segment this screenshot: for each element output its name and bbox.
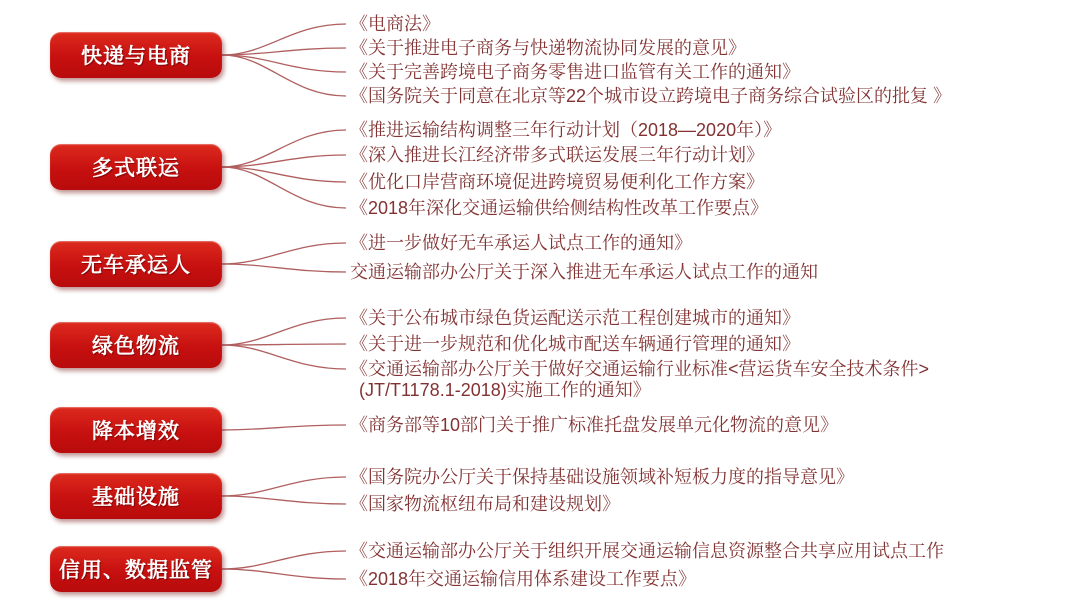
- connector-line: [222, 318, 346, 345]
- policy-item: [350, 12, 440, 36]
- connector-line: [222, 496, 346, 504]
- connector-line: [222, 477, 346, 496]
- policy-item: [350, 118, 781, 142]
- category-box-6: [50, 473, 222, 519]
- policy-item: [350, 359, 929, 401]
- category-label: 降本增效: [92, 420, 180, 443]
- category-box-5: [50, 407, 222, 453]
- connector-line: [222, 425, 346, 430]
- policy-item: [350, 231, 692, 255]
- connector-line: [222, 167, 346, 208]
- connector-line: [222, 264, 346, 272]
- category-label: 绿色物流: [92, 335, 180, 358]
- category-box-2: [50, 144, 222, 190]
- policy-item-line: 《2018年交通运输信用体系建设工作要点》: [350, 569, 697, 589]
- category-label: 基础设施: [92, 486, 180, 509]
- connector-line: [222, 344, 346, 345]
- connector-line: [222, 551, 346, 569]
- connector-line: [222, 345, 346, 369]
- category-label: 多式联运: [92, 157, 180, 180]
- policy-item: [350, 36, 746, 60]
- policy-item-line: 《交通运输部办公厅关于做好交通运输行业标准<营运货车安全技术条件>: [350, 359, 930, 379]
- policy-item-line: 《国务院关于同意在北京等22个城市设立跨境电子商务综合试验区的批复 》: [350, 86, 952, 106]
- policy-item-line: 《关于公布城市绿色货运配送示范工程创建城市的通知》: [350, 308, 800, 328]
- policy-item-line: 《优化口岸营商环境促进跨境贸易便利化工作方案》: [350, 172, 764, 192]
- connector-line: [222, 48, 346, 55]
- connector-line: [222, 55, 346, 96]
- policy-item-line: (JT/T1178.1-2018)实施工作的通知》: [359, 380, 651, 400]
- policy-item-line: 交通运输部办公厅关于深入推进无车承运人试点工作的通知: [350, 262, 818, 282]
- category-label: 无车承运人: [81, 254, 191, 277]
- category-box-7: [50, 546, 222, 592]
- policy-item-line: 《关于推进电子商务与快递物流协同发展的意见》: [350, 38, 746, 58]
- connector-line: [222, 569, 346, 579]
- policy-item-line: 《商务部等10部门关于推广标准托盘发展单元化物流的意见》: [350, 415, 839, 435]
- policy-item-line: 《国务院办公厅关于保持基础设施领域补短板力度的指导意见》: [350, 467, 854, 487]
- policy-item: [350, 260, 818, 284]
- policy-item: [350, 465, 854, 489]
- policy-item: [350, 196, 768, 220]
- policy-item: [350, 413, 838, 437]
- policy-item: [350, 332, 800, 356]
- policy-item-line: 《深入推进长江经济带多式联运发展三年行动计划》: [350, 145, 764, 165]
- policy-item-line: 《推进运输结构调整三年行动计划（2018—2020年）》: [350, 120, 782, 140]
- policy-item-line: 《2018年深化交通运输供给侧结构性改革工作要点》: [350, 198, 769, 218]
- category-box-1: [50, 32, 222, 78]
- connector-line: [222, 130, 346, 167]
- policy-item-line: 《关于进一步规范和优化城市配送车辆通行管理的通知》: [350, 334, 800, 354]
- policy-item: [350, 539, 944, 563]
- policy-item: [350, 567, 696, 591]
- policy-item: [350, 492, 620, 516]
- category-label: 信用、数据监管: [59, 559, 213, 582]
- connector-line: [222, 155, 346, 167]
- category-box-3: [50, 241, 222, 287]
- policy-item: [350, 84, 951, 108]
- policy-item-line: 《关于完善跨境电子商务零售进口监管有关工作的通知》: [350, 62, 800, 82]
- connector-line: [222, 24, 346, 55]
- policy-item-line: 《国家物流枢纽布局和建设规划》: [350, 494, 620, 514]
- policy-item: [350, 143, 764, 167]
- policy-item: [350, 170, 764, 194]
- policy-item: [350, 306, 800, 330]
- policy-item-line: 《电商法》: [350, 14, 440, 34]
- connector-line: [222, 243, 346, 264]
- connector-line: [222, 55, 346, 72]
- policy-item: [350, 60, 800, 84]
- connector-line: [222, 167, 346, 182]
- policy-item-line: 《进一步做好无车承运人试点工作的通知》: [350, 233, 692, 253]
- policy-item-line: 《交通运输部办公厅关于组织开展交通运输信息资源整合共享应用试点工作: [350, 541, 944, 561]
- category-box-4: [50, 322, 222, 368]
- category-label: 快递与电商: [81, 45, 191, 68]
